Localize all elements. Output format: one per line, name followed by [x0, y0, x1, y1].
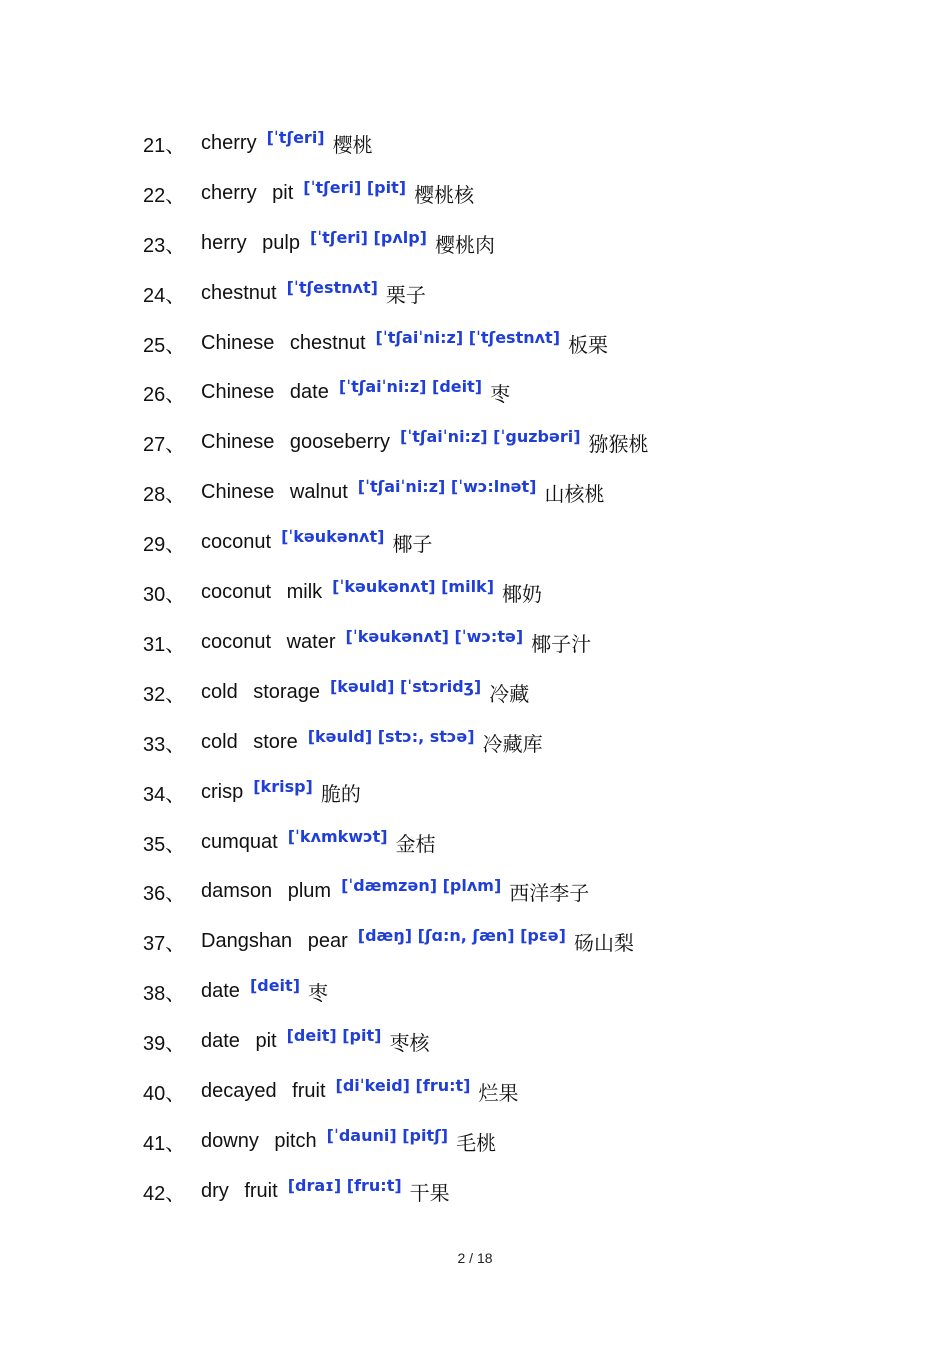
list-item	[143, 1176, 450, 1206]
list-item	[143, 377, 510, 407]
list-item	[143, 1126, 496, 1156]
entry-phonetic: [ˈkəukənʌt] [milk]	[332, 576, 494, 596]
entry-word: damson plum	[201, 879, 332, 902]
list-item	[143, 278, 426, 308]
entry-number: 40、	[143, 1082, 186, 1105]
list-item	[143, 876, 589, 906]
list-item	[143, 178, 474, 208]
entry-word: date	[201, 979, 240, 1002]
entry-phonetic: [ˈtʃaiˈni:z] [ˈguzbəri]	[400, 426, 581, 446]
entry-word: coconut milk	[201, 580, 323, 603]
entry-phonetic: [ˈtʃeri] [pʌlp]	[309, 227, 427, 247]
list-item	[143, 1026, 429, 1056]
entry-word: Chinese chestnut	[201, 331, 366, 354]
entry-phonetic: [ˈkʌmkwɔt]	[287, 826, 388, 846]
entry-phonetic: [draɪ] [fru:t]	[287, 1175, 402, 1195]
entry-word: Dangshan pear	[201, 929, 348, 952]
entry-number: 28、	[143, 483, 186, 506]
page-number: 2 / 18	[457, 1250, 493, 1266]
entry-word: cumquat	[201, 830, 278, 853]
entry-number: 33、	[143, 733, 186, 756]
entry-word: cherry pit	[201, 181, 294, 204]
list-item	[143, 777, 361, 807]
entry-chinese: 椰奶	[502, 581, 542, 606]
entry-number: 22、	[143, 184, 186, 207]
entry-number: 32、	[143, 683, 186, 706]
entry-number: 37、	[143, 932, 186, 955]
list-item	[143, 477, 604, 507]
entry-phonetic: [kəuld] [stɔ:, stɔə]	[307, 726, 475, 746]
entry-phonetic: [ˈtʃestnʌt]	[286, 277, 378, 297]
entry-chinese: 金桔	[395, 831, 436, 856]
entry-chinese: 西洋李子	[509, 880, 590, 905]
entry-word: chestnut	[201, 281, 277, 304]
entry-phonetic: [ˈkəukənʌt]	[281, 526, 385, 546]
entry-phonetic: [ˈtʃeri] [pit]	[303, 177, 407, 197]
entry-word: downy pitch	[201, 1129, 317, 1152]
entry-word: cold storage	[201, 680, 320, 703]
entry-number: 25、	[143, 334, 186, 357]
entry-chinese: 板栗	[568, 332, 608, 357]
entry-number: 35、	[143, 833, 186, 856]
entry-chinese: 猕猴桃	[588, 431, 649, 456]
entry-word: date pit	[201, 1029, 277, 1052]
list-item	[143, 1076, 518, 1106]
entry-word: crisp	[201, 780, 244, 803]
entry-number: 29、	[143, 533, 186, 556]
entry-phonetic: [ˈkəukənʌt] [ˈwɔ:tə]	[345, 626, 524, 646]
entry-word: coconut	[201, 530, 272, 553]
entry-number: 38、	[143, 982, 186, 1005]
list-item	[143, 827, 436, 857]
entry-phonetic: [ˈtʃeri]	[266, 127, 325, 147]
entry-chinese: 枣	[308, 980, 328, 1005]
entry-phonetic: [deit] [pit]	[286, 1025, 382, 1045]
entry-phonetic: [dæŋ] [ʃɑ:n, ʃæn] [pɛə]	[357, 925, 566, 945]
entry-number: 26、	[143, 383, 186, 406]
entry-chinese: 脆的	[320, 781, 361, 806]
entry-phonetic: [krisp]	[253, 776, 313, 796]
entry-phonetic: [diˈkeid] [fru:t]	[335, 1075, 471, 1095]
entry-word: decayed fruit	[201, 1079, 326, 1102]
list-item	[143, 677, 529, 707]
entry-word: dry fruit	[201, 1179, 278, 1202]
entry-chinese: 烂果	[478, 1080, 519, 1105]
list-item	[143, 527, 432, 557]
list-item	[143, 976, 328, 1006]
entry-chinese: 枣核	[389, 1030, 430, 1055]
entry-chinese: 砀山梨	[573, 930, 634, 955]
entry-number: 42、	[143, 1182, 186, 1205]
entry-number: 21、	[143, 134, 186, 157]
entry-word: coconut water	[201, 630, 336, 653]
list-item	[143, 727, 543, 757]
entry-chinese: 栗子	[385, 282, 426, 307]
entry-phonetic: [ˈtʃaiˈni:z] [ˈwɔ:lnət]	[357, 476, 537, 496]
entry-phonetic: [ˈdauni] [pitʃ]	[326, 1125, 449, 1145]
entry-chinese: 毛桃	[456, 1130, 497, 1155]
entry-chinese: 椰子	[392, 531, 433, 556]
entry-word: Chinese walnut	[201, 480, 348, 503]
entry-number: 23、	[143, 234, 186, 257]
entry-chinese: 干果	[409, 1180, 450, 1205]
entry-number: 27、	[143, 433, 186, 456]
entry-number: 36、	[143, 882, 186, 905]
list-item	[143, 427, 649, 457]
entry-word: Chinese date	[201, 380, 329, 403]
entry-phonetic: [ˈtʃaiˈni:z] [ˈtʃestnʌt]	[375, 327, 560, 347]
list-item	[143, 228, 495, 258]
entry-chinese: 山核桃	[544, 481, 605, 506]
list-item	[143, 328, 608, 358]
list-item	[143, 128, 373, 158]
entry-chinese: 樱桃	[332, 132, 373, 157]
entry-word: Chinese gooseberry	[201, 430, 390, 453]
list-item	[143, 577, 542, 607]
entry-number: 24、	[143, 284, 186, 307]
entry-word: cold store	[201, 730, 298, 753]
entry-number: 30、	[143, 583, 186, 606]
entry-number: 34、	[143, 783, 186, 806]
entry-chinese: 冷藏	[489, 681, 530, 706]
entry-chinese: 枣	[490, 381, 511, 406]
entry-number: 41、	[143, 1132, 186, 1155]
entry-phonetic: [ˈtʃaiˈni:z] [deit]	[338, 376, 483, 396]
entry-word: cherry	[201, 131, 257, 154]
entry-number: 31、	[143, 633, 186, 656]
list-item	[143, 627, 591, 657]
entry-chinese: 樱桃肉	[435, 232, 495, 257]
list-item	[143, 926, 634, 956]
entry-chinese: 椰子汁	[531, 631, 592, 656]
entry-phonetic: [ˈdæmzən] [plʌm]	[341, 875, 502, 895]
entry-word: herry pulp	[201, 231, 300, 254]
entry-phonetic: [kəuld] [ˈstɔridʒ]	[329, 676, 482, 696]
entry-phonetic: [deit]	[249, 975, 300, 995]
entry-chinese: 樱桃核	[414, 182, 475, 207]
entry-chinese: 冷藏库	[482, 731, 543, 756]
entry-number: 39、	[143, 1032, 186, 1055]
